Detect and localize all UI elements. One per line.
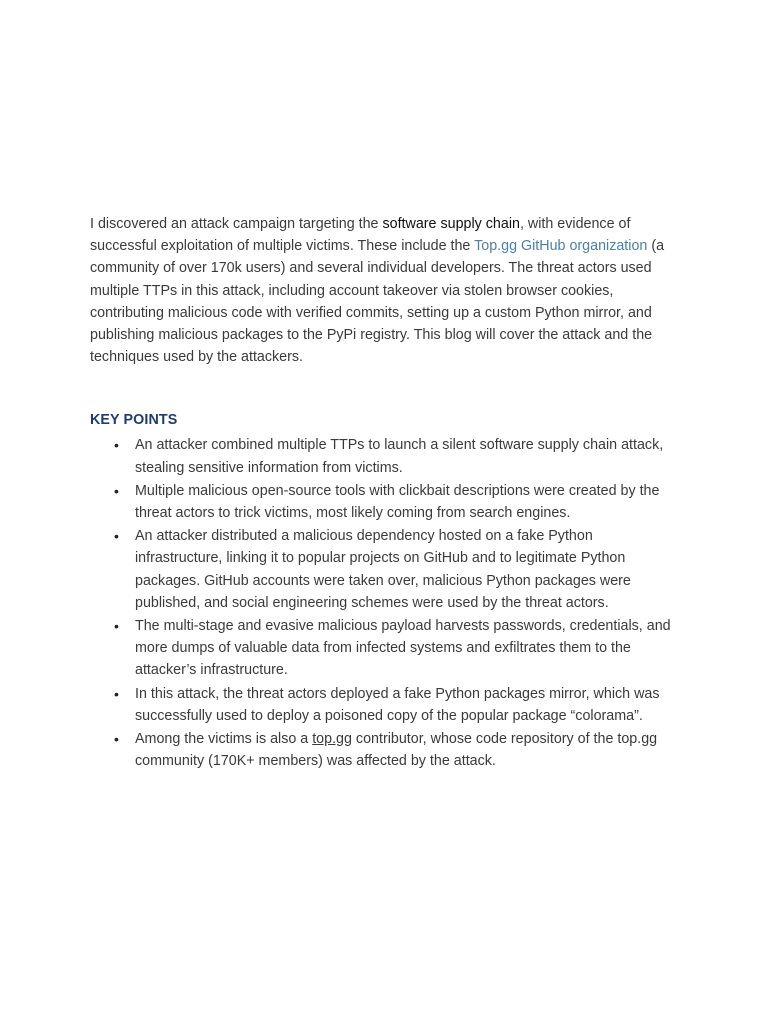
bullet-icon: • <box>114 437 119 454</box>
list-item <box>90 683 682 727</box>
supply-chain-term: software supply chain <box>382 216 520 232</box>
intro-paragraph <box>90 213 682 368</box>
bullet-icon: • <box>114 528 119 545</box>
list-item-text-before: Among the victims is also a <box>135 731 313 748</box>
list-item <box>90 525 682 614</box>
intro-text-3: (a community of over 170k users) and several individual developers. The threat actors used multiple TTPs in this attack, including account takeover via stolen browser cookies, contributing malicious code with verified commits, setting up a custom Python mirror, and publishing malicious packages to the PyPi registry. This blog will cover the attack and the techniques used by the attackers. <box>90 238 665 366</box>
list-item <box>90 615 682 682</box>
key-points-heading: KEY POINTS <box>90 412 178 429</box>
intro-text-1: I discovered an attack campaign targeting the <box>90 216 383 232</box>
list-item <box>90 728 682 772</box>
topgg-link[interactable]: top.gg <box>312 731 352 748</box>
bullet-icon: • <box>114 685 119 702</box>
list-item-text: The multi-stage and evasive malicious payload harvests passwords, credentials, and more dumps of valuable data from infected systems and exfiltrates them to the attacker’s infrastructure. <box>135 618 671 679</box>
list-item-text: Multiple malicious open-source tools with clickbait descriptions were created by the threat actors to trick victims, most likely coming from search engines. <box>135 482 660 522</box>
topgg-github-org-link[interactable]: Top.gg GitHub organization <box>474 238 648 255</box>
bullet-icon: • <box>114 731 119 748</box>
intro-text-2: , with evidence of successful exploitation of multiple victims. These include the <box>90 216 631 255</box>
key-points-list <box>90 434 682 772</box>
list-item <box>90 434 682 478</box>
list-item-text: An attacker combined multiple TTPs to launch a silent software supply chain attack, stealing sensitive information from victims. <box>135 437 664 476</box>
document-page <box>90 213 682 773</box>
bullet-icon: • <box>114 618 119 635</box>
list-item-text: In this attack, the threat actors deployed a fake Python packages mirror, which was successfully used to deploy a poisoned copy of the popular package “colorama”. <box>135 685 660 724</box>
list-item-text: An attacker distributed a malicious dependency hosted on a fake Python infrastructure, linking it to popular projects on GitHub and to legitimate Python packages. GitHub accounts were taken over, malicious Python packages were published, and social engineering schemes were used by the threat actors. <box>135 528 631 611</box>
list-item-text-after: contributor, whose code repository of the top.gg community (170K+ members) was affected by the attack. <box>135 731 658 770</box>
list-item <box>90 480 682 524</box>
bullet-icon: • <box>114 482 119 499</box>
